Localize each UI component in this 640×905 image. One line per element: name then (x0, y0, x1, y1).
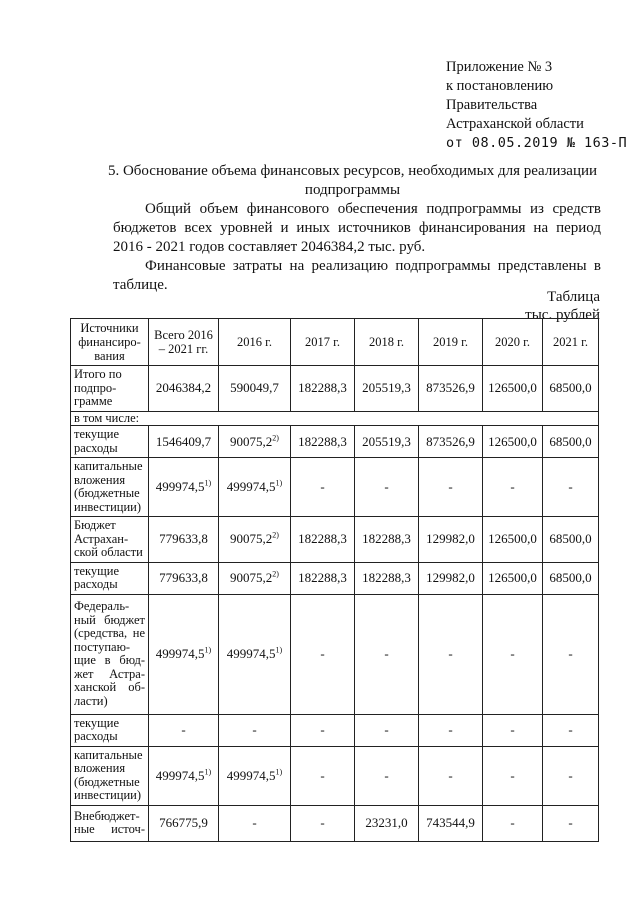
footnote-mark: 2) (272, 433, 279, 443)
value-cell: - (483, 458, 543, 517)
table-unit: тыс. рублей (525, 307, 600, 323)
value-cell: 126500,0 (483, 366, 543, 412)
table-row (71, 458, 599, 517)
value-cell: - (483, 746, 543, 805)
financing-table (70, 318, 599, 842)
value-cell: 499974,5$^{1)}$ (219, 746, 291, 805)
value-cell: - (483, 594, 543, 714)
row-label: Внебюджет-ные источ- (71, 805, 149, 841)
value-cell: 499974,5$^{1)}$ (219, 594, 291, 714)
table-row (71, 411, 599, 426)
value-cell: 590049,7 (219, 366, 291, 412)
footnote-mark: 1) (204, 645, 212, 655)
value-cell: - (355, 458, 419, 517)
value-cell: - (355, 594, 419, 714)
table-caption-title: Таблица (547, 289, 600, 305)
column-header: Источники финансиро-вания (71, 319, 149, 366)
value-cell: - (291, 746, 355, 805)
value-cell: 205519,3 (355, 426, 419, 458)
value-cell: 499974,5$^{1)}$ (149, 594, 219, 714)
row-label: капитальные вложения (бюджетные инвестиции) (71, 458, 149, 517)
value-cell: 2046384,2 (149, 366, 219, 412)
value-cell: 182288,3 (291, 426, 355, 458)
value-cell: 126500,0 (483, 562, 543, 594)
value-cell: 23231,0 (355, 805, 419, 841)
column-header: Всего 2016 – 2021 гг. (149, 319, 219, 366)
table-row (71, 714, 599, 746)
table-row (71, 366, 599, 412)
column-header: 2017 г. (291, 319, 355, 366)
value-cell: 873526,9 (419, 426, 483, 458)
footnote-mark: 1) (275, 645, 283, 655)
table-row (71, 562, 599, 594)
table-row (71, 517, 599, 563)
value-cell: - (543, 746, 599, 805)
value-cell: 129982,0 (419, 562, 483, 594)
value-cell: 499974,5$^{1)}$ (219, 458, 291, 517)
table-row (71, 805, 599, 841)
column-header: 2020 г. (483, 319, 543, 366)
row-label: Федераль-ный бюджет (средства, не поступаю-щие в бюд-жет Астра-ханской об-ласти) (71, 594, 149, 714)
value-cell: 766775,9 (149, 805, 219, 841)
row-label: капитальные вложения (бюджетные инвестиции) (71, 746, 149, 805)
value-cell: - (149, 714, 219, 746)
value-cell: - (219, 714, 291, 746)
value-cell: - (355, 714, 419, 746)
footnote-mark: 1) (275, 478, 283, 488)
table-header-row (71, 319, 599, 366)
value-cell: 126500,0 (483, 426, 543, 458)
value-cell: 182288,3 (291, 562, 355, 594)
value-cell: 68500,0 (543, 517, 599, 563)
value-cell: - (419, 458, 483, 517)
footnote-mark: 2) (272, 530, 279, 540)
appendix-line: Астраханской области (446, 116, 584, 132)
table-row (71, 426, 599, 458)
value-cell: 499974,5$^{1)}$ (149, 458, 219, 517)
value-cell: - (419, 746, 483, 805)
row-label: Итого по подпро-грамме (71, 366, 149, 412)
column-header: 2016 г. (219, 319, 291, 366)
appendix-line: Правительства (446, 97, 538, 113)
value-cell: 68500,0 (543, 426, 599, 458)
table-row (71, 594, 599, 714)
value-cell: 90075,2$^{2)}$ (219, 517, 291, 563)
row-label: текущие расходы (71, 714, 149, 746)
value-cell: - (291, 458, 355, 517)
column-header: 2018 г. (355, 319, 419, 366)
value-cell: 126500,0 (483, 517, 543, 563)
value-cell: 182288,3 (355, 562, 419, 594)
footnote-mark: 1) (204, 767, 212, 777)
value-cell: 873526,9 (419, 366, 483, 412)
footnote-mark: 1) (275, 767, 283, 777)
row-label: текущие расходы (71, 562, 149, 594)
value-cell: - (291, 805, 355, 841)
footnote-mark: 1) (204, 478, 212, 488)
column-header: 2019 г. (419, 319, 483, 366)
value-cell: - (419, 594, 483, 714)
row-label: Бюджет Астрахан-ской области (71, 517, 149, 563)
value-cell: - (291, 594, 355, 714)
value-cell: 68500,0 (543, 366, 599, 412)
value-cell: - (483, 805, 543, 841)
appendix-line: к постановлению (446, 78, 554, 94)
value-cell: - (543, 458, 599, 517)
appendix-note (446, 58, 631, 153)
value-cell: - (483, 714, 543, 746)
value-cell: 779633,8 (149, 562, 219, 594)
value-cell: 182288,3 (291, 366, 355, 412)
value-cell: - (355, 746, 419, 805)
table-row (71, 746, 599, 805)
value-cell: - (543, 714, 599, 746)
paragraph-costs-note: Финансовые затраты на реализацию подпрограммы представлены в таблице. (113, 258, 601, 293)
value-cell: - (419, 714, 483, 746)
value-cell: 90075,2$^{2)}$ (219, 426, 291, 458)
row-label: в том числе: (71, 411, 599, 426)
value-cell: - (219, 805, 291, 841)
footnote-mark: 2) (272, 569, 279, 579)
value-cell: 182288,3 (291, 517, 355, 563)
value-cell: 779633,8 (149, 517, 219, 563)
value-cell: - (291, 714, 355, 746)
value-cell: 90075,2$^{2)}$ (219, 562, 291, 594)
value-cell: 1546409,7 (149, 426, 219, 458)
appendix-date-line: от 08.05.2019 № 163-П (446, 135, 628, 151)
appendix-line: Приложение № 3 (446, 59, 553, 75)
value-cell: - (543, 594, 599, 714)
value-cell: 205519,3 (355, 366, 419, 412)
column-header: 2021 г. (543, 319, 599, 366)
value-cell: 499974,5$^{1)}$ (149, 746, 219, 805)
value-cell: 68500,0 (543, 562, 599, 594)
value-cell: 129982,0 (419, 517, 483, 563)
paragraph-total-volume: Общий объем финансового обеспечения подпрограммы из средств бюджетов всех уровней и иных источников финансирования на период 2016 - 2021 годов составляет 2046384,2 тыс. руб. (113, 201, 601, 255)
value-cell: - (543, 805, 599, 841)
value-cell: 743544,9 (419, 805, 483, 841)
section-title: 5. Обоснование объема финансовых ресурсов, необходимых для реализации подпрограммы (107, 163, 598, 198)
row-label: текущие расходы (71, 426, 149, 458)
value-cell: 182288,3 (355, 517, 419, 563)
